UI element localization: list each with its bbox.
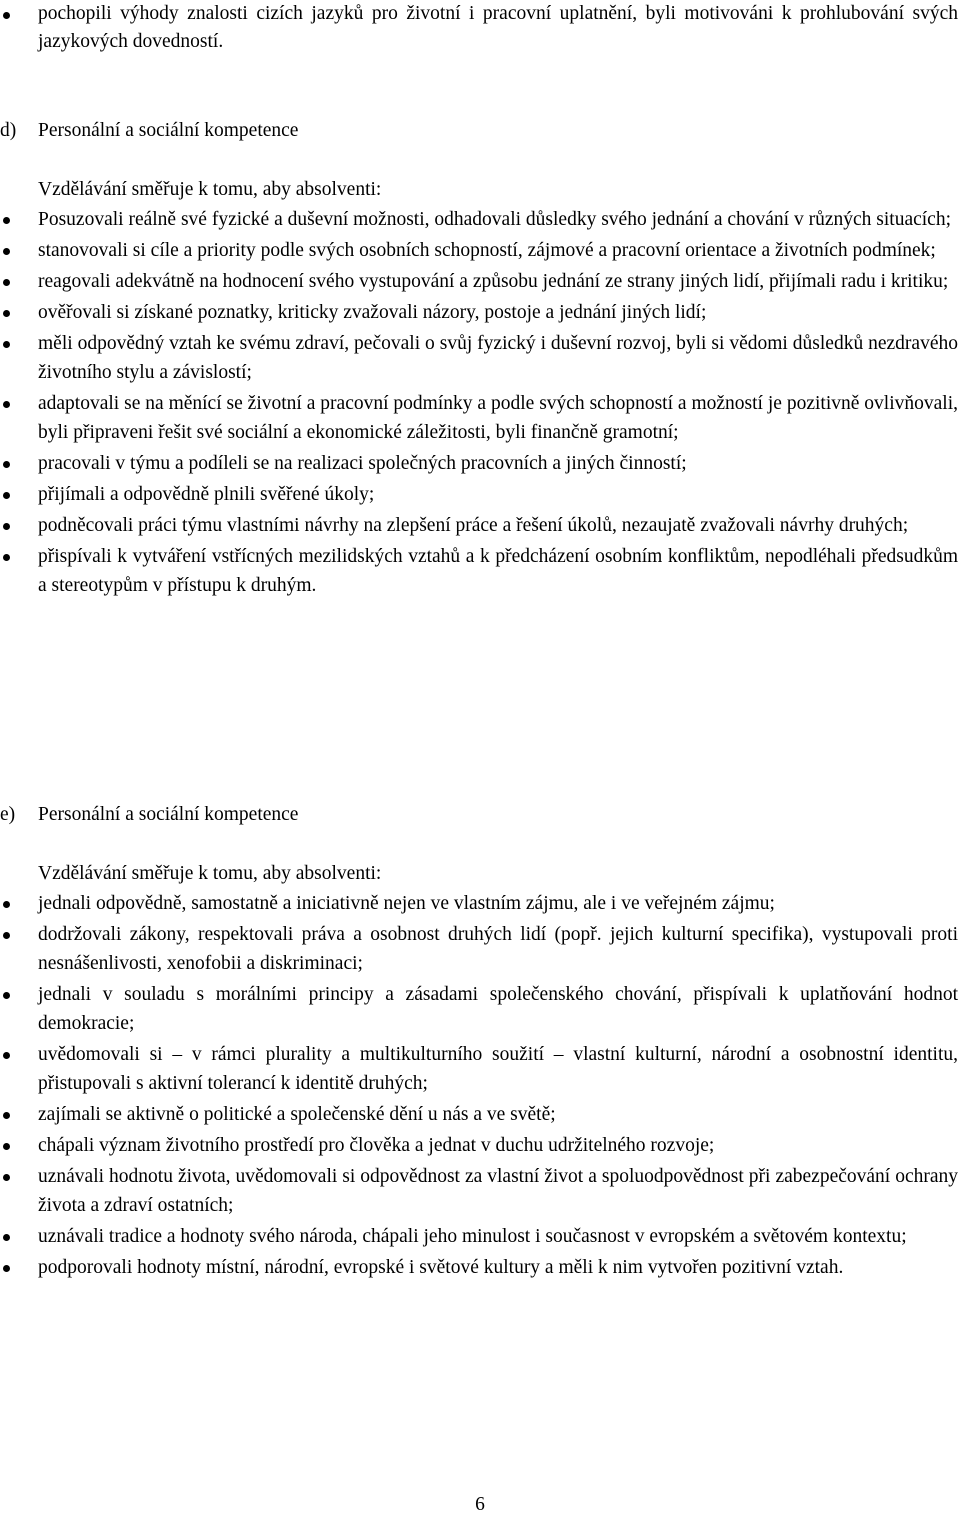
section-d-list bbox=[0, 205, 958, 602]
section-label: d) bbox=[0, 120, 17, 141]
list-item: ověřovali si získané poznatky, kriticky zvažovali názory, postoje a jednání jiných lidí; bbox=[0, 298, 958, 327]
section-d-heading bbox=[0, 117, 298, 145]
list-item: přijímali a odpovědně plnili svěřené úkoly; bbox=[0, 480, 958, 509]
list-item: měli odpovědný vztah ke svému zdraví, pečovali o svůj fyzický i duševní rozvoj, byli si vědomi důsledků nezdravého životního stylu a závislostí; bbox=[0, 329, 958, 387]
list-item: Posuzovali reálně své fyzické a duševní možnosti, odhadovali důsledky svého jednání a chování v různých situacích; bbox=[0, 205, 958, 234]
section-title: Personální a sociální kompetence bbox=[38, 804, 299, 825]
list-item: pochopili výhody znalosti cizích jazyků pro životní i pracovní uplatnění, byli motivováni k prohlubování svých jazykových dovedností. bbox=[0, 0, 958, 56]
list-item: stanovovali si cíle a priority podle svých osobních schopností, zájmové a pracovní orientace a životních podmínek; bbox=[0, 236, 958, 265]
section-title: Personální a sociální kompetence bbox=[38, 120, 299, 141]
list-item: uznávali hodnotu života, uvědomovali si odpovědnost za vlastní život a spoluodpovědnost při zabezpečování ochrany života a zdraví ostatních; bbox=[0, 1162, 958, 1220]
list-item: reagovali adekvátně na hodnocení svého vystupování a způsobu jednání ze strany jiných lidí, přijímali radu i kritiku; bbox=[0, 267, 958, 296]
page-number: 6 bbox=[475, 1494, 485, 1515]
list-item: podporovali hodnoty místní, národní, evropské i světové kultury a měli k nim vytvořen pozitivní vztah. bbox=[0, 1253, 958, 1282]
list-item: pracovali v týmu a podíleli se na realizaci společných pracovních a jiných činností; bbox=[0, 449, 958, 478]
list-item: jednali v souladu s morálními principy a zásadami společenského chování, přispívali k uplatňování hodnot demokracie; bbox=[0, 980, 958, 1038]
list-item: dodržovali zákony, respektovali práva a osobnost druhých lidí (popř. jejich kulturní specifika), vystupovali proti nesnášenlivosti, xenofobii a diskriminaci; bbox=[0, 920, 958, 978]
section-d-intro: Vzdělávání směřuje k tomu, aby absolventi: bbox=[38, 179, 382, 200]
section-e-intro: Vzdělávání směřuje k tomu, aby absolventi: bbox=[38, 863, 382, 884]
list-item: uvědomovali si – v rámci plurality a multikulturního soužití – vlastní kulturní, národní a osobnostní identitu, přistupovali s aktivní tolerancí k identitě druhých; bbox=[0, 1040, 958, 1098]
top-bullet-list bbox=[0, 0, 958, 56]
section-label: e) bbox=[0, 804, 16, 825]
list-item: uznávali tradice a hodnoty svého národa, chápali jeho minulost i současnost v evropském a světovém kontextu; bbox=[0, 1222, 958, 1251]
section-e-list bbox=[0, 889, 958, 1284]
list-item: zajímali se aktivně o politické a společenské dění u nás a ve světě; bbox=[0, 1100, 958, 1129]
list-item: přispívali k vytváření vstřícných mezilidských vztahů a k předcházení osobním konfliktům, nepodléhali předsudkům a stereotypům v přístupu k druhým. bbox=[0, 542, 958, 600]
list-item: podněcovali práci týmu vlastními návrhy na zlepšení práce a řešení úkolů, nezaujatě zvažovali návrhy druhých; bbox=[0, 511, 958, 540]
list-item: adaptovali se na měnící se životní a pracovní podmínky a podle svých schopností a možností je pozitivně ovlivňovali, byli připraveni řešit své sociální a ekonomické záležitosti, byli finančně gramotní; bbox=[0, 389, 958, 447]
section-e-heading bbox=[0, 801, 298, 829]
list-item: chápali význam životního prostředí pro člověka a jednat v duchu udržitelného rozvoje; bbox=[0, 1131, 958, 1160]
list-item: jednali odpovědně, samostatně a iniciativně nejen ve vlastním zájmu, ale i ve veřejném zájmu; bbox=[0, 889, 958, 918]
